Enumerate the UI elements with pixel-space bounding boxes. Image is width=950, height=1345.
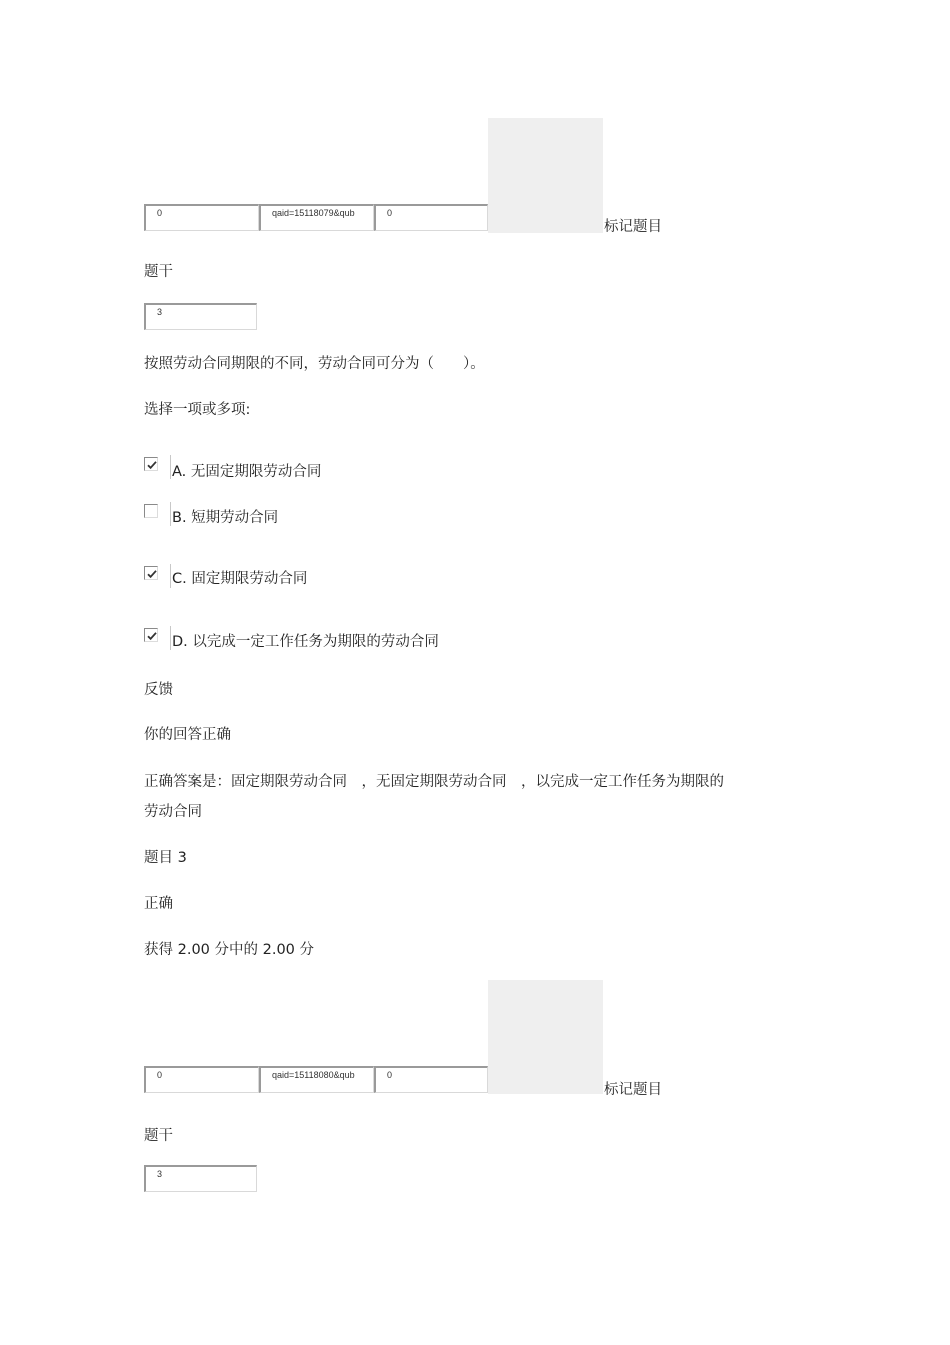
option-a-edge (170, 455, 171, 479)
q2-feedback-heading: 反馈 (144, 682, 173, 698)
option-d-edge (170, 626, 171, 650)
q2-flag-icon-box[interactable] (488, 118, 603, 233)
checkbox-checked-icon (145, 567, 159, 581)
q2-flag-question-label[interactable]: 标记题目 (604, 219, 662, 235)
q2-stem-heading: 题干 (144, 264, 173, 280)
q2-hidden-field-2[interactable]: 0 (374, 204, 488, 231)
q3-title: 题目 3 (144, 850, 187, 866)
checkbox-checked-icon (145, 629, 159, 643)
q3-status: 正确 (144, 896, 173, 912)
q3-flag-icon-box[interactable] (488, 980, 603, 1094)
q3-hidden-field-2[interactable]: 0 (374, 1066, 488, 1093)
q3-stem-field[interactable]: 3 (144, 1165, 257, 1192)
q3-score: 获得 2.00 分中的 2.00 分 (144, 942, 315, 958)
option-c-checkbox[interactable] (144, 566, 158, 580)
q2-hidden-field-1[interactable]: 0 (144, 204, 259, 231)
q2-instruction: 选择一项或多项: (144, 402, 251, 418)
q2-correct-answer-line2: 劳动合同 (144, 804, 202, 820)
checkbox-checked-icon (145, 458, 159, 472)
option-d-label[interactable]: D. 以完成一定工作任务为期限的劳动合同 (172, 634, 439, 650)
option-b-checkbox[interactable] (144, 504, 158, 518)
option-c-label[interactable]: C. 固定期限劳动合同 (172, 571, 308, 587)
q3-stem-heading: 题干 (144, 1128, 173, 1144)
q3-hidden-field-qaid[interactable]: qaid=15118080&qub (259, 1066, 374, 1093)
q2-hidden-field-qaid[interactable]: qaid=15118079&qub (259, 204, 374, 231)
q3-flag-question-label[interactable]: 标记题目 (604, 1082, 662, 1098)
q2-question-text: 按照劳动合同期限的不同，劳动合同可分为（ ）。 (144, 356, 485, 372)
q2-correct-answer-line1: 正确答案是：固定期限劳动合同 ，无固定期限劳动合同 ，以完成一定工作任务为期限的 (144, 774, 724, 790)
option-b-edge (170, 502, 171, 526)
option-d-checkbox[interactable] (144, 628, 158, 642)
option-a-label[interactable]: A. 无固定期限劳动合同 (172, 464, 322, 480)
option-c-edge (170, 564, 171, 588)
option-a-checkbox[interactable] (144, 457, 158, 471)
q3-hidden-field-1[interactable]: 0 (144, 1066, 259, 1093)
option-b-label[interactable]: B. 短期劳动合同 (172, 510, 279, 526)
q2-stem-field[interactable]: 3 (144, 303, 257, 330)
q2-feedback-result: 你的回答正确 (144, 727, 231, 743)
